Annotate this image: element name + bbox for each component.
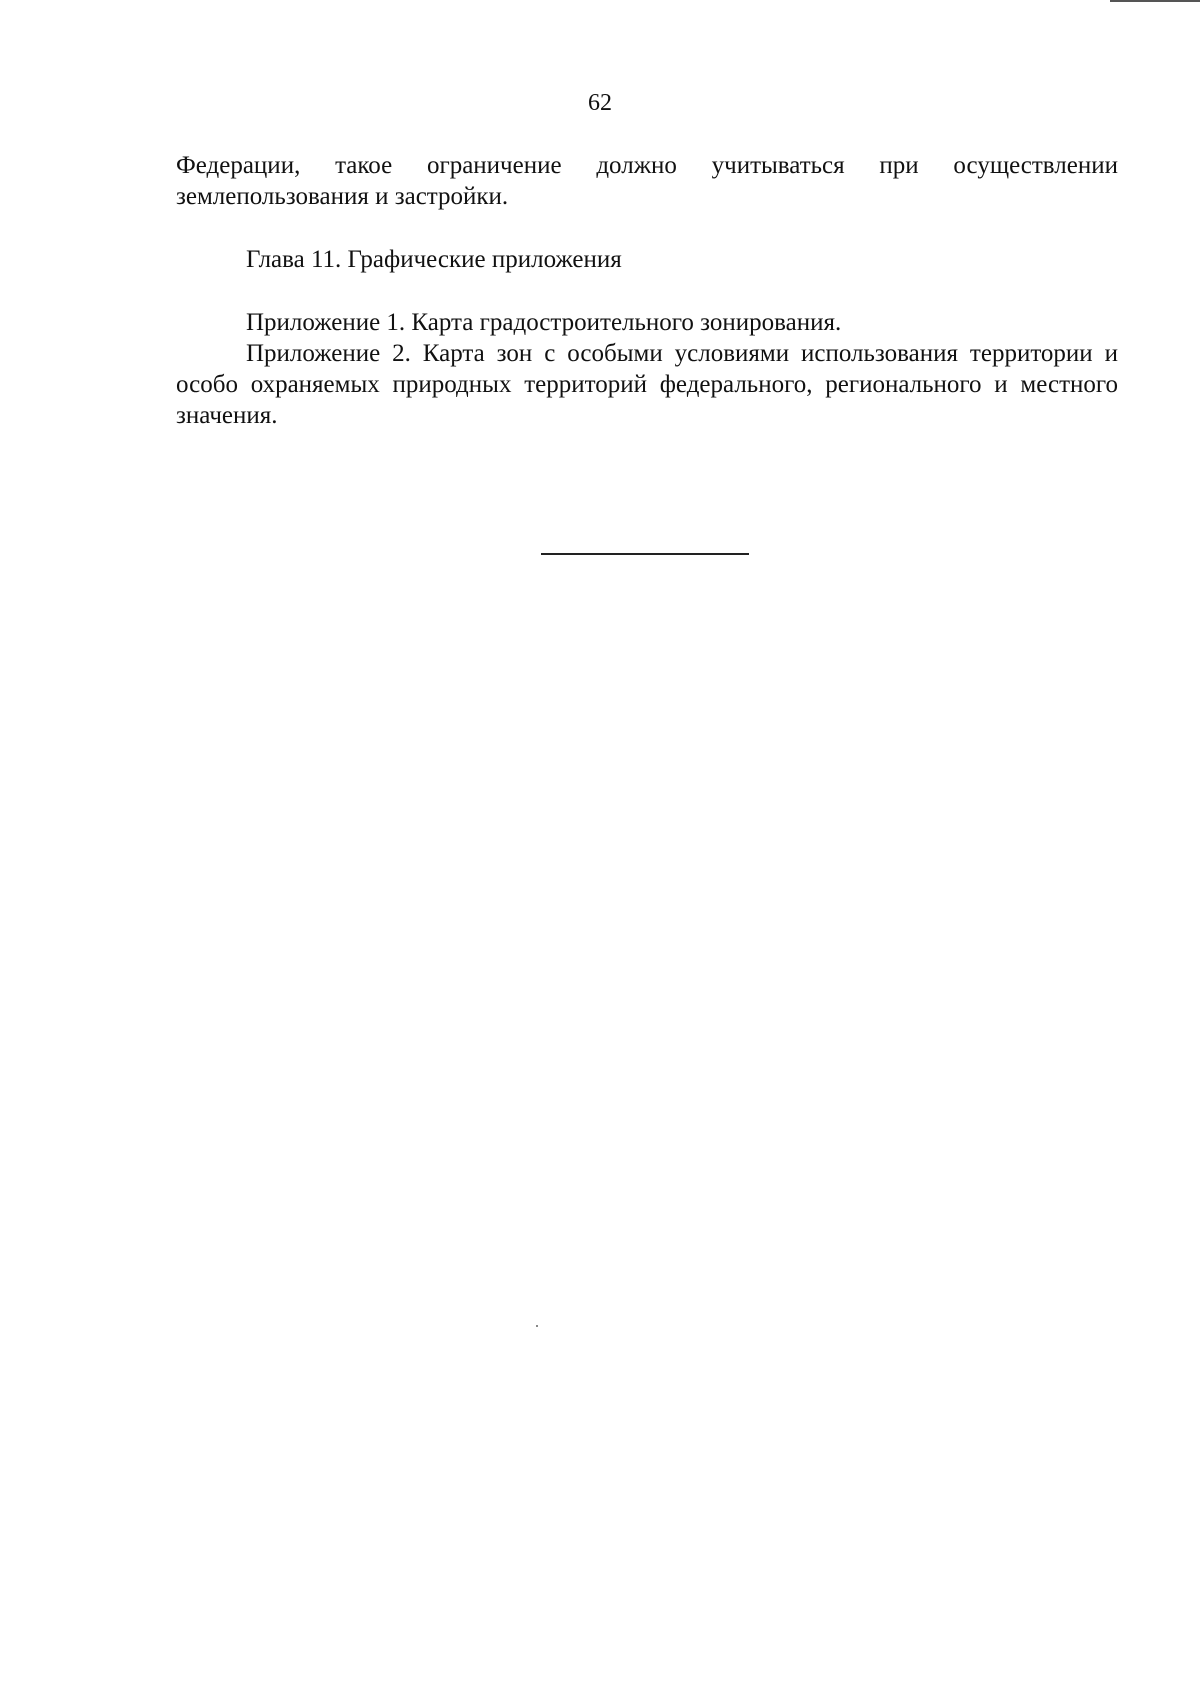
appendix-list <box>176 307 1118 431</box>
scan-speck <box>536 1325 538 1327</box>
paragraph-text: Федерации, такое ограничение должно учитываться при осуществлении землепользования и застройки. <box>176 152 1118 210</box>
page-number: 62 <box>588 90 612 116</box>
appendix-2-item: Приложение 2. Карта зон с особыми условиями использования территории и особо охраняемых природных территорий федерального, регионального и местного значения. <box>176 340 1118 429</box>
top-edge-line <box>1110 0 1200 2</box>
chapter-title: Глава 11. Графические приложения <box>246 246 622 273</box>
end-of-text-rule <box>541 553 749 555</box>
continuation-paragraph <box>176 150 1118 212</box>
appendix-1-item: Приложение 1. Карта градостроительного зонирования. <box>246 309 842 336</box>
